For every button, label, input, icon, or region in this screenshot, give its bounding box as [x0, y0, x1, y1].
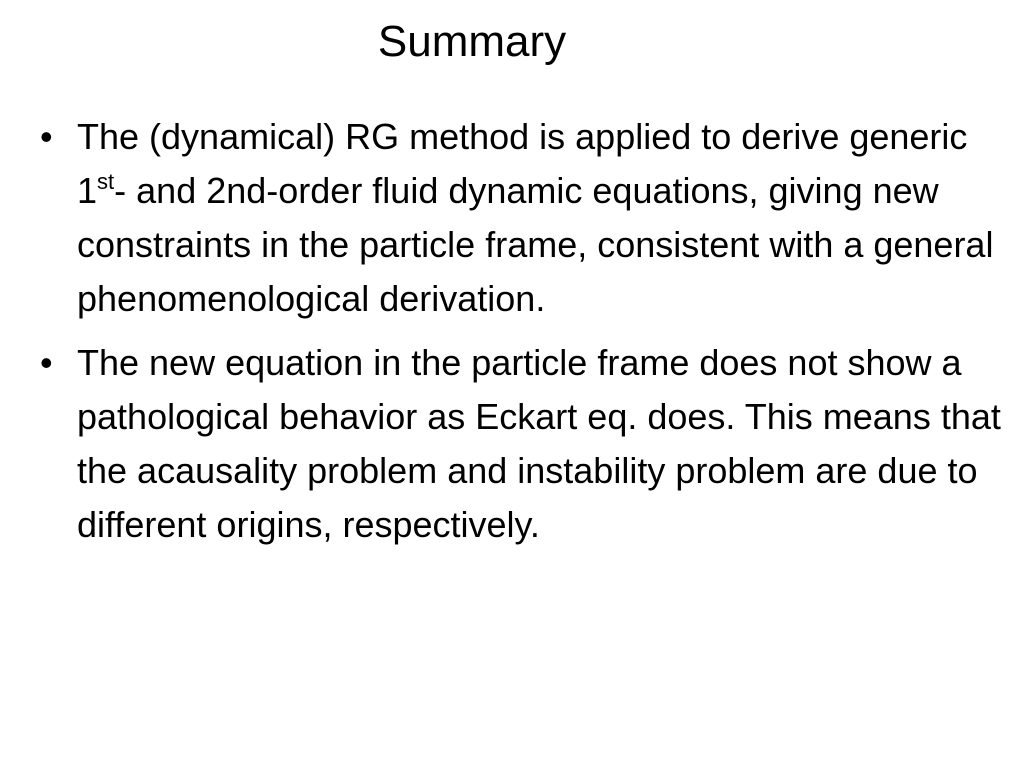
- slide-title: Summary: [377, 17, 567, 66]
- bullet-item-particle-frame: [40, 336, 1020, 552]
- superscript-ordinal: st: [97, 169, 115, 194]
- bullet-item-rg-method: [40, 110, 1020, 326]
- bullet-text-part: The (dynamical) RG method is applied to derive generic 1: [77, 116, 968, 211]
- bullet-list: [40, 110, 1020, 562]
- bullet-text: [77, 116, 993, 319]
- bullet-text: The new equation in the particle frame does not show a pathological behavior as Eckart eq. does. This means that the acausality problem and instability problem are due to different origins, respectively.: [77, 342, 1001, 545]
- bullet-text-part: - and 2nd-order fluid dynamic equations, giving new constraints in the particle frame, consistent with a general phenomenological derivation.: [77, 170, 994, 319]
- bullet-icon: •: [40, 342, 53, 383]
- bullet-icon: •: [40, 116, 53, 157]
